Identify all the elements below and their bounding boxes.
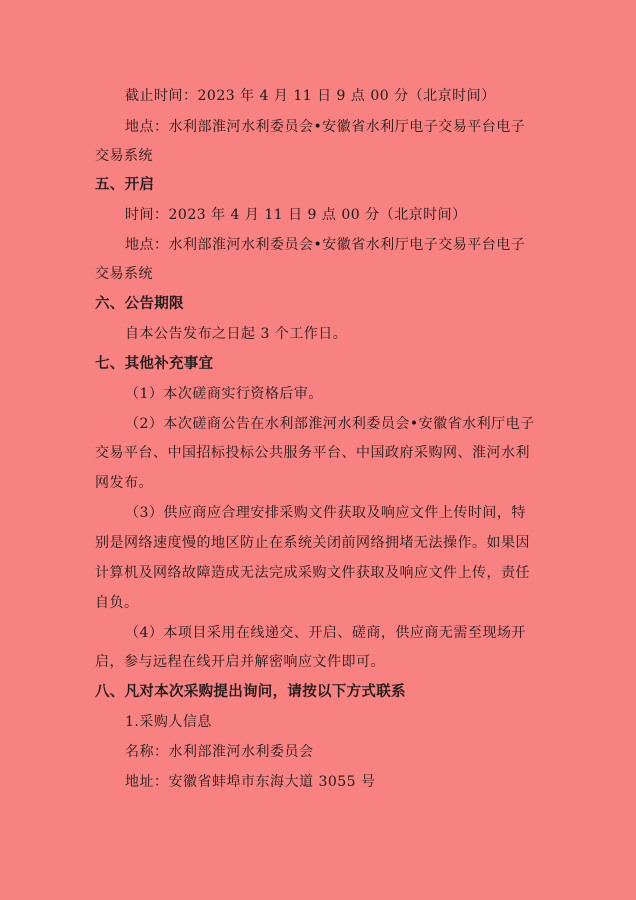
item-3-line-a: （3）供应商应合理安排采购文件获取及响应文件上传时间，特 — [125, 505, 526, 521]
section-heading-6: 六、公告期限 — [95, 296, 184, 312]
item-3-line-d: 自负。 — [95, 595, 139, 611]
location-line-1b: 交易系统 — [95, 148, 153, 164]
open-time-line: 时间：2023 年 4 月 11 日 9 点 00 分（北京时间） — [125, 207, 467, 223]
item-3-line-b: 别是网络速度慢的地区防止在系统关闭前网络拥堵无法操作。如果因 — [95, 535, 530, 551]
location-line-1a: 地点：水利部淮河水利委员会•安徽省水利厅电子交易平台电子 — [125, 119, 526, 135]
period-line: 自本公告发布之日起 3 个工作日。 — [125, 326, 348, 342]
buyer-name-line: 名称：水利部淮河水利委员会 — [125, 744, 314, 760]
item-4-line-a: （4）本项目采用在线递交、开启、磋商，供应商无需至现场开 — [125, 625, 526, 641]
location-line-2b: 交易系统 — [95, 266, 153, 282]
item-2-line-c: 网发布。 — [95, 475, 153, 491]
section-heading-7: 七、其他补充事宜 — [95, 356, 214, 372]
item-1-line: （1）本次磋商实行资格后审。 — [125, 386, 323, 402]
section-heading-8: 八、凡对本次采购提出询问，请按以下方式联系 — [95, 684, 406, 700]
item-4-line-b: 启，参与远程在线开启并解密响应文件即可。 — [95, 654, 385, 670]
section-heading-5: 五、开启 — [95, 177, 155, 193]
item-2-line-b: 交易平台、中国招标投标公共服务平台、中国政府采购网、淮河水利 — [95, 445, 530, 461]
deadline-line: 截止时间：2023 年 4 月 11 日 9 点 00 分（北京时间） — [125, 88, 496, 104]
item-2-line-a: （2）本次磋商公告在水利部淮河水利委员会•安徽省水利厅电子 — [125, 416, 535, 432]
buyer-address-line: 地址：安徽省蚌埠市东海大道 3055 号 — [125, 774, 376, 790]
location-line-2a: 地点：水利部淮河水利委员会•安徽省水利厅电子交易平台电子 — [125, 237, 526, 253]
item-3-line-c: 计算机及网络故障造成无法完成采购文件获取及响应文件上传，责任 — [95, 565, 530, 581]
buyer-info-line: 1.采购人信息 — [125, 714, 212, 730]
